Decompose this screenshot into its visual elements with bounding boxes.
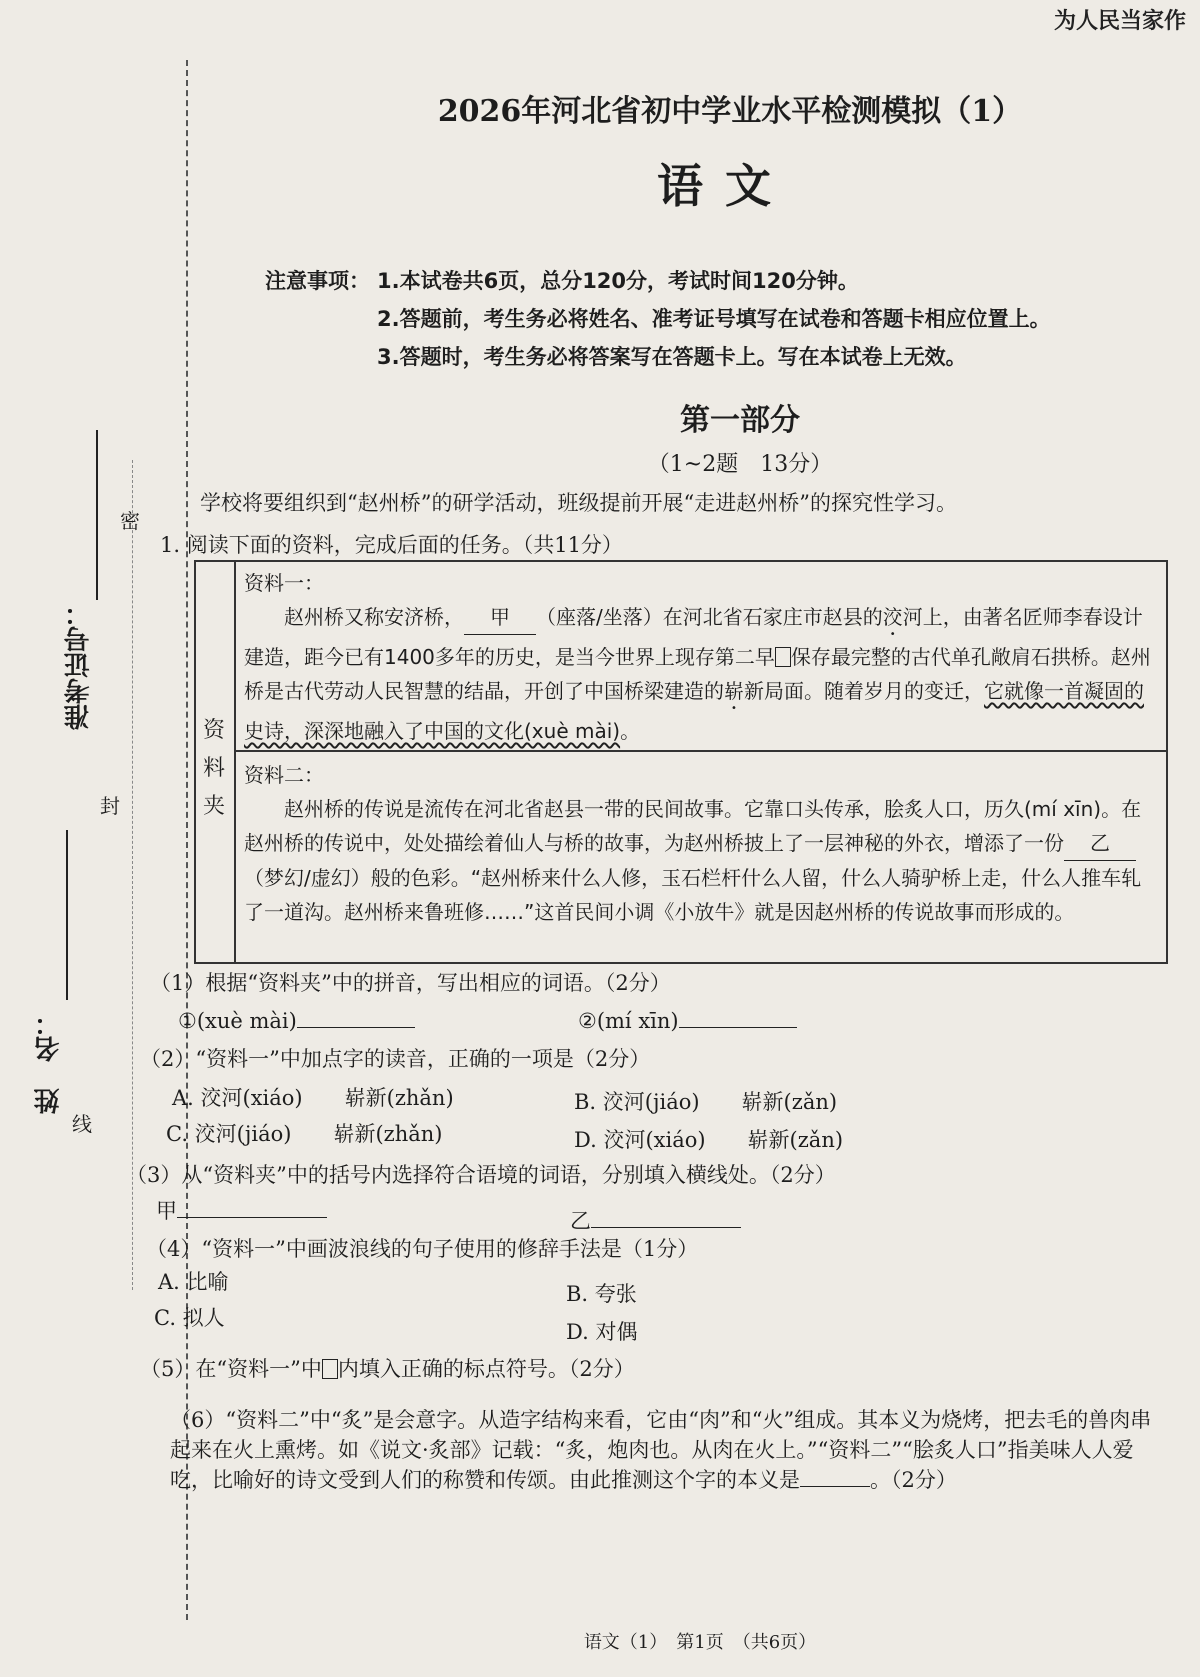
seal-char-feng: 封 <box>100 794 120 818</box>
punctuation-box <box>775 647 791 667</box>
subq-1-b: ②(mí xīn) <box>578 1006 797 1036</box>
material-1 <box>244 566 1152 748</box>
punctuation-box <box>322 1359 338 1379</box>
subq-3-yi: 乙 <box>570 1206 741 1236</box>
material-2 <box>244 758 1152 929</box>
notes-label: 注意事项： <box>265 269 370 293</box>
subq-4-option-c[interactable]: C. 拟人 <box>154 1306 225 1330</box>
subq-6: （6）“资料二”中“炙”是会意字。从造字结构来看，它由“肉”和“火”组成。其本义为烧烤，把去毛的兽肉串起来在火上熏烤。如《说文·炙部》记载：“炙，炮肉也。从肉在火上。”“资料二”“脍炙人口”指美味人人爱吃，比喻好的诗文受到人们的称赞和传颂。由此推测这个字的本义是 。（2分） <box>170 1408 1152 1492</box>
subq-2: （2）“资料一”中加点字的读音，正确的一项是（2分） <box>140 1047 651 1071</box>
seal-char-xian: 线 <box>72 1112 92 1136</box>
note-item: 1.本试卷共6页，总分120分，考试时间120分钟。 <box>377 269 859 293</box>
material-1-body: 赵州桥又称安济桥， 甲 （座落/坐落）在河北省石家庄市赵县的洨河上，由著名匠师李春设计建造，距今已有1400多年的历史，是当今世界上现存第二早 保存最完整的古代单孔敞肩石拱桥。赵州桥是古代劳动人民智慧的结晶，开创了中国桥梁建造的崭新局面。随着岁月的变迁，它就像一首凝固的史诗，深深地融入了中国的文化(xuè mài)。 <box>244 600 1152 748</box>
answer-blank[interactable] <box>591 1227 741 1228</box>
subq-1-a: ①(xuè mài) <box>178 1006 415 1036</box>
subq-2-option-d[interactable]: D. 洨河(xiáo) 崭新(zǎn) <box>574 1128 844 1152</box>
subq-2-option-a[interactable]: A. 洨河(xiáo) 崭新(zhǎn) <box>172 1086 454 1110</box>
subq-2-option-c[interactable]: C. 洨河(jiáo) 崭新(zhǎn) <box>166 1122 443 1146</box>
material-2-head: 资料二： <box>244 763 324 787</box>
intro-text: 学校将要组织到“赵州桥”的研学活动，班级提前开展“走进赵州桥”的探究性学习。 <box>200 491 957 515</box>
blank-yi: 乙 <box>1064 826 1136 861</box>
subq-4-option-b[interactable]: B. 夸张 <box>566 1282 637 1306</box>
part-title: 第一部分 <box>680 403 800 438</box>
material-side-label: 资 料 夹 <box>202 718 225 819</box>
seal-char-mi: 密 <box>120 509 140 533</box>
part-range: （1~2题 13分） <box>647 452 833 477</box>
exam-id-label: 准考证号： <box>64 600 94 730</box>
material-divider <box>234 750 1166 752</box>
exam-title: 2026年河北省初中学业水平检测模拟（1） <box>437 94 1023 129</box>
page-footer: 语文（1） 第1页 （共6页） <box>583 1632 817 1653</box>
material-2-body: 赵州桥的传说是流传在河北省赵县一带的民间故事。它靠口头传承，脍炙人口，历久(mí xīn)。在赵州桥的传说中，处处描绘着仙人与桥的故事，为赵州桥披上了一层神秘的外衣，增添了一份 乙（梦幻/虚幻）般的色彩。“赵州桥来什么人修，玉石栏杆什么人留，什么人骑驴桥上走，什么人推车轧了一道沟。赵州桥来鲁班修……”这首民间小调《小放牛》就是因赵州桥的传说故事而形成的。 <box>244 797 1142 924</box>
name-blank <box>66 830 68 1000</box>
material-folder <box>194 560 1168 964</box>
note-item: 3.答题时，考生务必将答案写在答题卡上。写在本试卷上无效。 <box>377 345 967 369</box>
binding-line <box>186 60 188 1620</box>
corner-text: 为人民当家作 <box>1053 9 1186 34</box>
subq-2-option-b[interactable]: B. 洨河(jiáo) 崭新(zǎn) <box>574 1090 838 1114</box>
answer-blank[interactable] <box>679 1027 797 1028</box>
subq-3-jia: 甲 <box>156 1196 327 1226</box>
dotted-char-zhan: 崭 <box>724 679 744 703</box>
subject-title: 语文 <box>657 159 793 213</box>
material-1-head: 资料一： <box>244 571 324 595</box>
subq-3: （3）从“资料夹”中的括号内选择符合语境的词语，分别填入横线处。（2分） <box>126 1163 836 1187</box>
subq-4: （4）“资料一”中画波浪线的句子使用的修辞手法是（1分） <box>146 1237 699 1261</box>
name-label: 姓 名： <box>34 1010 64 1114</box>
exam-id-blank <box>96 430 98 600</box>
subq-1: （1）根据“资料夹”中的拼音，写出相应的词语。（2分） <box>150 971 671 995</box>
dotted-char-xiao: 洨 <box>882 605 903 629</box>
blank-jia: 甲 <box>464 600 536 635</box>
question-1-stem: 1. 阅读下面的资料，完成后面的任务。（共11分） <box>160 533 623 557</box>
subq-5: （5）在“资料一”中 内填入正确的标点符号。（2分） <box>140 1357 635 1381</box>
exam-notes <box>265 262 1051 376</box>
subq-4-option-a[interactable]: A. 比喻 <box>158 1270 229 1294</box>
answer-blank[interactable] <box>177 1217 327 1218</box>
note-item: 2.答题前，考生务必将姓名、准考证号填写在试卷和答题卡相应位置上。 <box>377 307 1051 331</box>
answer-blank[interactable] <box>297 1027 415 1028</box>
wavy-sentence: 它就像一首凝固的史诗，深深地融入了中国的文化(xuè mài) <box>244 679 1144 743</box>
answer-blank[interactable] <box>800 1486 870 1487</box>
subq-4-option-d[interactable]: D. 对偶 <box>566 1320 638 1344</box>
